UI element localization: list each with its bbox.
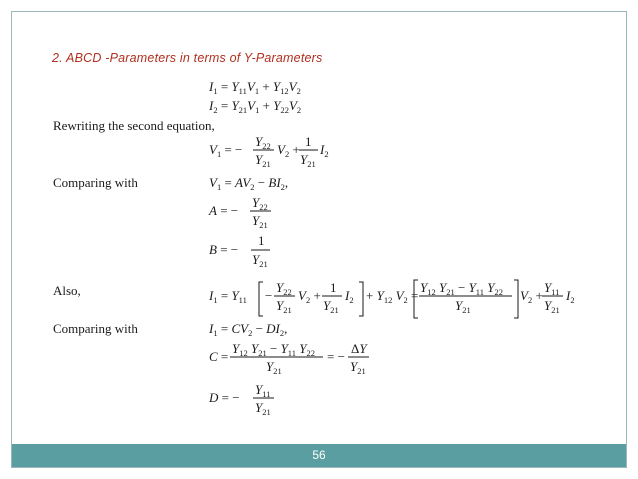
svg-text:Y12 Y21 − Y11 Y22: $Y_{12}$ $Y_{21} - Y_{11}$ $Y_{22}$ xyxy=(420,280,503,297)
svg-text:Y21: $Y_{21}$ xyxy=(276,298,292,315)
svg-text:V1 = −: $V_1$ = − xyxy=(209,142,243,159)
label-comparing-2: Comparing with xyxy=(53,321,138,336)
svg-text:Y21: $Y_{21}$ xyxy=(350,359,366,376)
label-also: Also, xyxy=(53,283,81,298)
equation-v1-abcd xyxy=(209,175,288,192)
svg-text:I2 = Y21V1 + Y22V2: $I_2 = Y_{21}V_1 + Y_{22}V_2$ xyxy=(209,98,302,115)
footer-bar xyxy=(12,444,626,467)
svg-text:V1 = AV2 − BI2,: $V_1 = AV_2 - BI_2$, xyxy=(209,175,289,192)
svg-text:V2 +: $V_2$ + xyxy=(277,142,300,159)
svg-text:Y22: $Y_{22}$ xyxy=(276,280,292,297)
svg-text:Y11: $Y_{11}$ xyxy=(544,280,560,297)
svg-text:I2: $I_2$ xyxy=(345,288,354,305)
svg-text:I1 = Y11: $I_1 = Y_{11}$ xyxy=(209,288,247,305)
svg-text:Y22: $Y_{22}$ xyxy=(252,195,268,212)
svg-text:Y21: $Y_{21}$ xyxy=(323,298,339,315)
svg-text:Y11: $Y_{11}$ xyxy=(255,382,271,399)
svg-text:V2 +: $V_2$ + xyxy=(520,288,543,305)
svg-text:Y21: $Y_{21}$ xyxy=(255,400,271,417)
equation-a xyxy=(208,195,271,230)
equations xyxy=(12,12,628,469)
equation-i2 xyxy=(208,98,301,115)
svg-text:D = −: D = − xyxy=(209,390,240,405)
svg-text:Y21: $Y_{21}$ xyxy=(252,252,268,269)
svg-text:ΔY: ΔY xyxy=(351,341,367,356)
svg-text:Y21: $Y_{21}$ xyxy=(300,152,316,169)
svg-text:Y21: $Y_{21}$ xyxy=(255,152,271,169)
svg-text:= −: = − xyxy=(327,349,345,364)
equation-i1-abcd xyxy=(208,321,287,338)
svg-text:1: 1 xyxy=(305,134,312,149)
svg-text:−: − xyxy=(265,288,273,303)
svg-text:I1 = CV2 − DI2,: $I_1 = CV_2 - DI_2$, xyxy=(209,321,288,338)
svg-text:1: 1 xyxy=(330,280,337,295)
svg-text:A = −: A = − xyxy=(209,203,239,218)
label-rewriting: Rewriting the second equation, xyxy=(53,118,215,133)
svg-text:I2: $I_2$ xyxy=(320,142,329,159)
svg-text:Y12 Y21 − Y11 Y22: $Y_{12}$ $Y_{21} - Y_{11}$ $Y_{22}$ xyxy=(232,341,315,358)
svg-text:V2 +: $V_2$ + xyxy=(298,288,321,305)
svg-text:Y21: $Y_{21}$ xyxy=(544,298,560,315)
svg-text:C =: C = xyxy=(209,349,229,364)
svg-text:Y21: $Y_{21}$ xyxy=(266,359,282,376)
svg-text:1: 1 xyxy=(258,233,265,248)
equation-i1 xyxy=(208,79,301,96)
equation-i1-expanded xyxy=(208,280,575,318)
svg-text:B = −: B = − xyxy=(209,242,239,257)
slide-title: 2. ABCD -Parameters in terms of Y-Parameters xyxy=(52,51,323,65)
equation-v1 xyxy=(209,134,329,169)
equation-d xyxy=(208,382,274,417)
svg-text:I1 = Y11V1 + Y12V2: $I_1 = Y_{11}V_1 + Y_{12}V_2$ xyxy=(209,79,301,96)
svg-text:I2: $I_2$ xyxy=(566,288,575,305)
svg-text:Y21: $Y_{21}$ xyxy=(252,213,268,230)
page-number: 56 xyxy=(312,448,326,462)
slide xyxy=(11,11,627,468)
label-comparing-1: Comparing with xyxy=(53,175,138,190)
svg-text:Y21: $Y_{21}$ xyxy=(455,298,471,315)
equation-b xyxy=(209,233,270,269)
svg-text:Y22: $Y_{22}$ xyxy=(255,134,271,151)
equation-c xyxy=(209,341,369,376)
svg-text:+ Y12 V2 =: + $Y_{12}$ $V_2$ = xyxy=(366,288,419,305)
